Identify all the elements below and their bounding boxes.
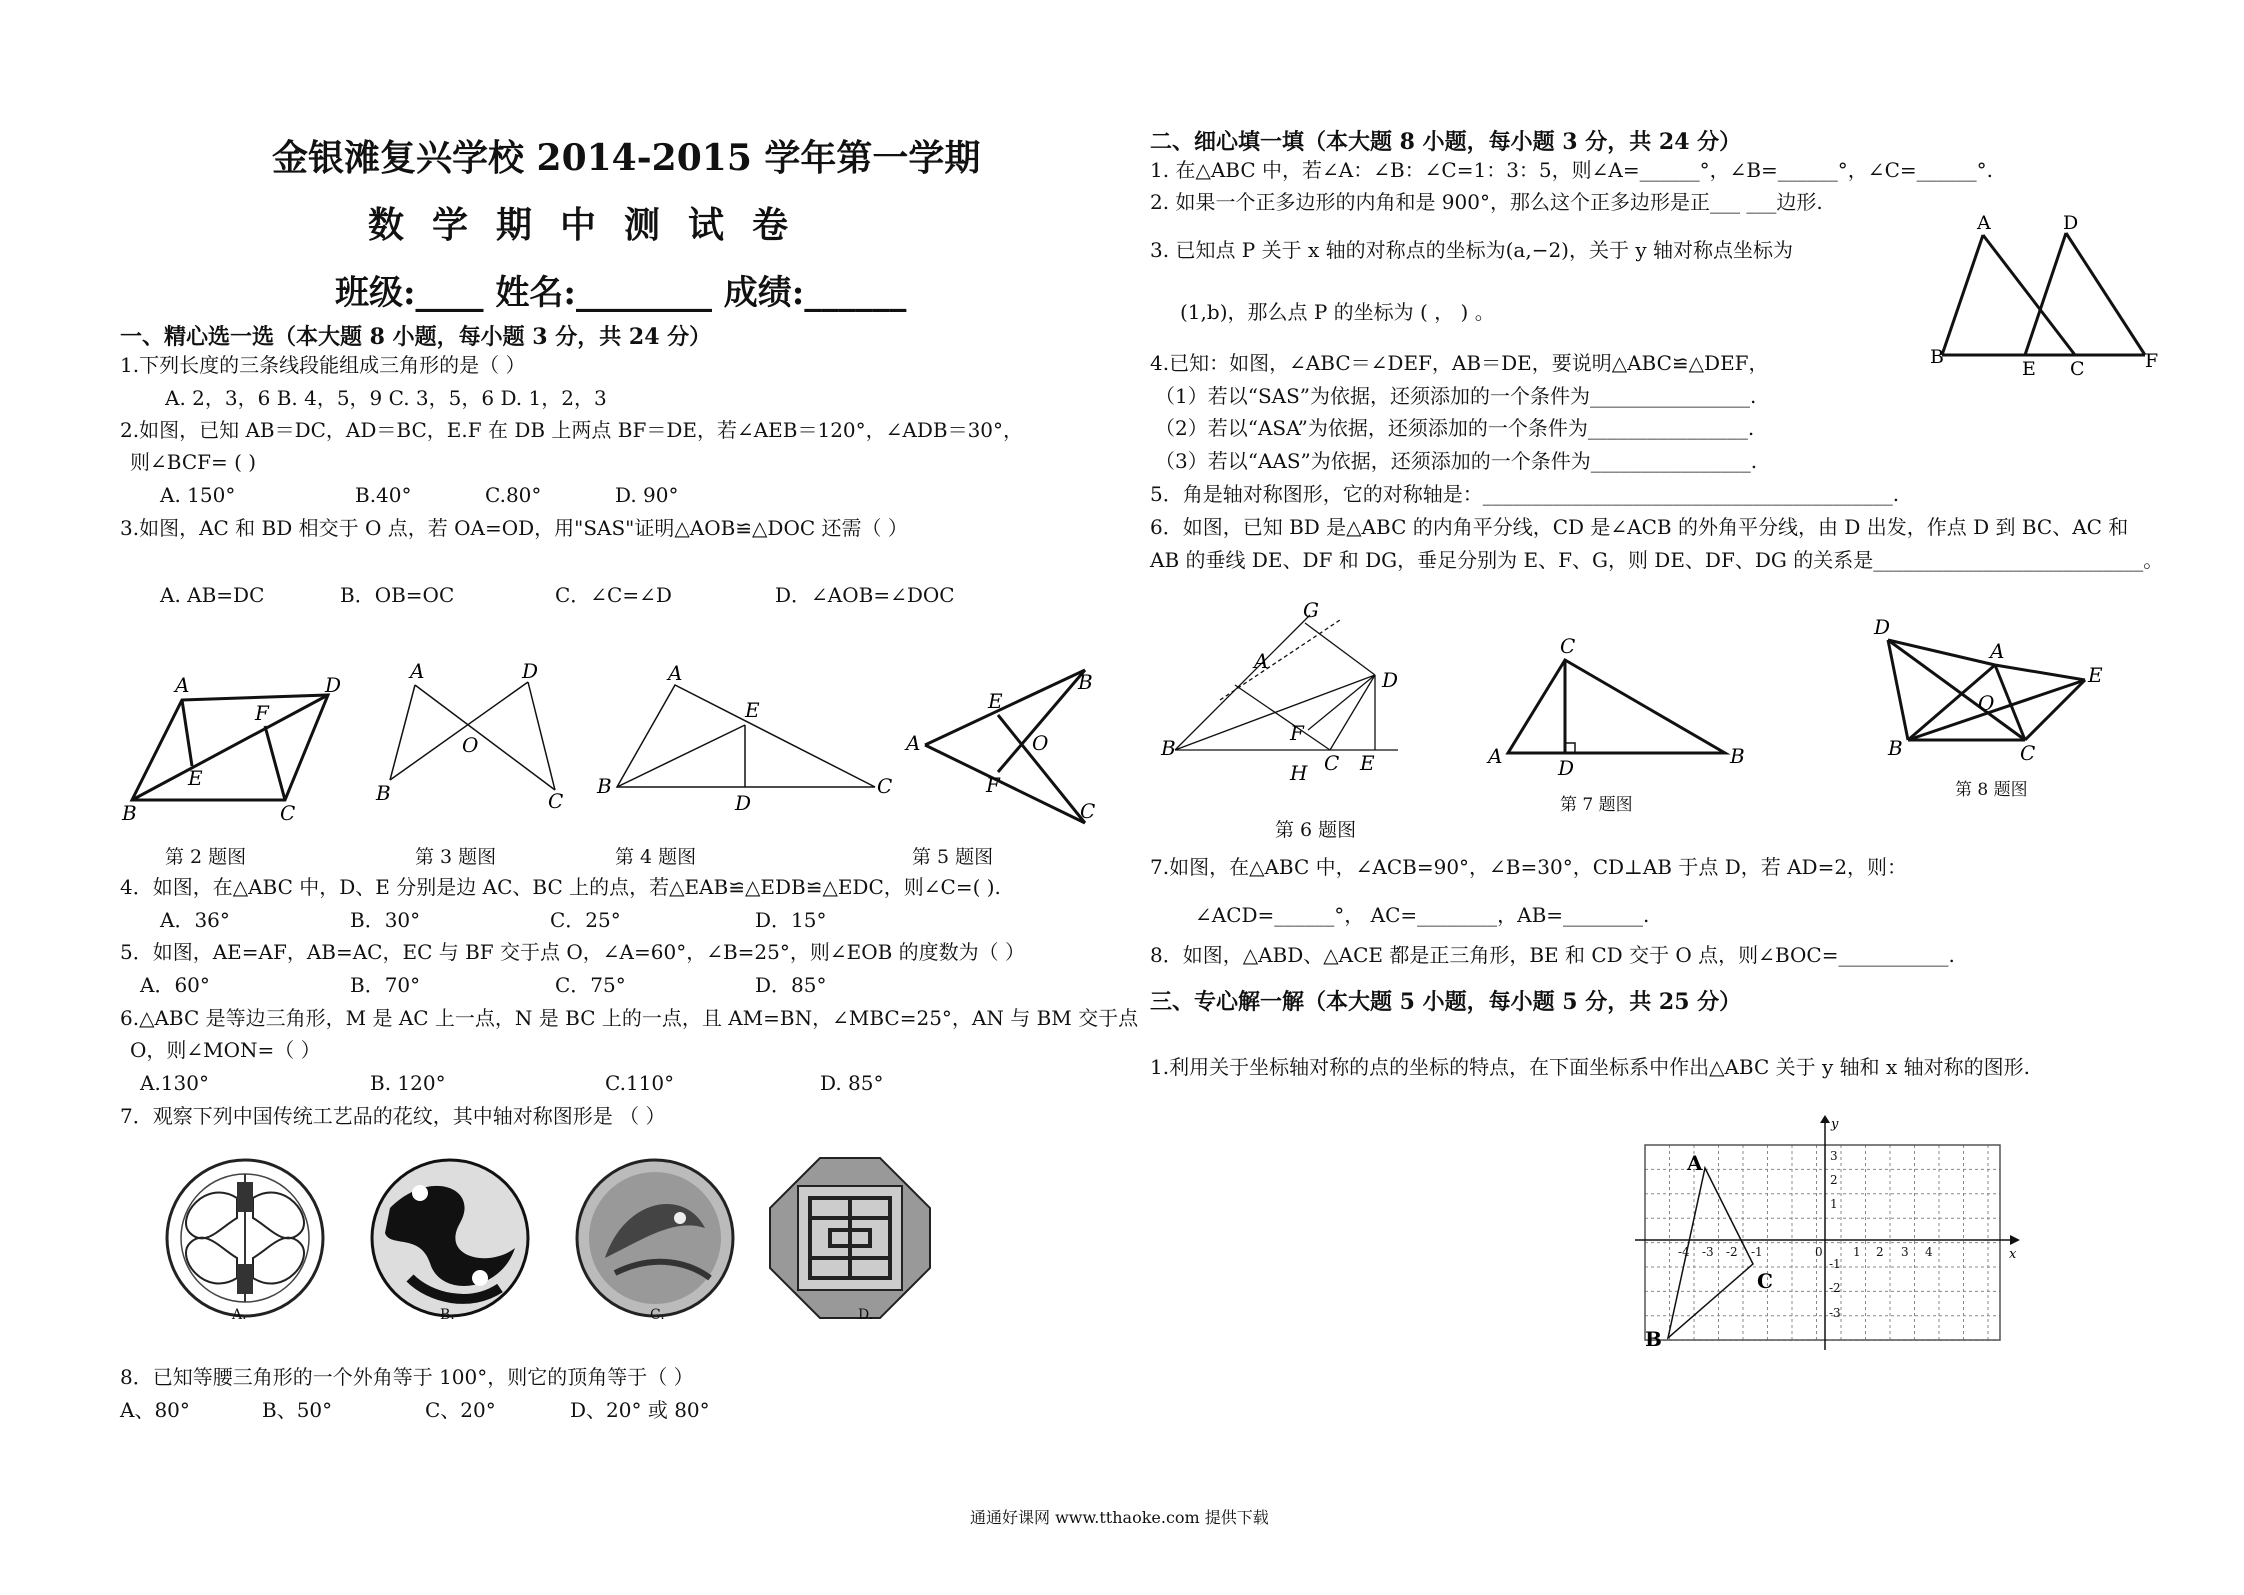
svg-text:B: B xyxy=(122,801,137,825)
caption-f8: 第 8 题图 xyxy=(1955,780,2028,800)
fill-6-line-1: 6．如图，已知 BD 是△ABC 的内角平分线，CD 是∠ACB 的外角平分线，由 D 出发，作点 D 到 BC、AC 和 xyxy=(1150,515,2129,539)
figure-f4-triangles xyxy=(1930,212,2160,380)
coordinate-grid-figure xyxy=(1635,1117,2035,1355)
q8-option-a: A、80° xyxy=(120,1398,190,1422)
svg-text:D: D xyxy=(1382,668,1399,692)
svg-text:A: A xyxy=(1990,639,2005,663)
svg-text:E: E xyxy=(188,766,203,790)
svg-text:0: 0 xyxy=(1815,1245,1823,1259)
svg-text:E: E xyxy=(2088,663,2103,687)
caption-q3: 第 3 题图 xyxy=(415,846,497,868)
question-5: 5．如图，AE=AF，AB=AC，EC 与 BF 交于点 O，∠A=60°，∠B=25°，则∠EOB 的度数为（ ） xyxy=(120,940,1026,964)
question-8: 8．已知等腰三角形的一个外角等于 100°，则它的顶角等于（ ） xyxy=(120,1365,694,1389)
svg-text:B: B xyxy=(1645,1327,1662,1351)
svg-text:B: B xyxy=(1078,670,1093,694)
question-2-line-1: 2.如图，已知 AB＝DC，AD＝BC，E.F 在 DB 上两点 BF＝DE，若∠AEB＝120°，∠ADB＝30°， xyxy=(120,418,1024,442)
svg-text:B: B xyxy=(597,774,612,798)
svg-text:E: E xyxy=(1360,751,1375,775)
svg-text:E: E xyxy=(745,698,760,722)
fill-7-line-1: 7.如图，在△ABC 中，∠ACB=90°，∠B=30°，CD⊥AB 于点 D，若 AD=2，则： xyxy=(1150,855,1908,879)
q2-option-a: A. 150° xyxy=(160,483,236,507)
fill-3-line-2: (1,b)，那么点 P 的坐标为 ( ， ) 。 xyxy=(1180,300,1495,324)
svg-text:D: D xyxy=(1874,615,1891,639)
fill-8: 8．如图，△ABD、△ACE 都是正三角形，BE 和 CD 交于 O 点，则∠BOC=___________. xyxy=(1150,943,1955,967)
q6-option-c: C.110° xyxy=(605,1071,675,1095)
svg-text:D: D xyxy=(522,659,539,683)
svg-text:B: B xyxy=(1930,346,1944,368)
svg-text:A: A xyxy=(906,731,921,755)
svg-text:A: A xyxy=(1687,1151,1703,1175)
svg-text:O: O xyxy=(1978,691,1995,715)
svg-text:O: O xyxy=(1032,731,1049,755)
figure-f7-right-triangle xyxy=(1480,634,1750,780)
svg-text:1: 1 xyxy=(1830,1197,1838,1211)
svg-text:E: E xyxy=(2022,358,2036,380)
q8-option-c: C、20° xyxy=(425,1398,496,1422)
q6-option-a: A.130° xyxy=(140,1071,209,1095)
caption-q2: 第 2 题图 xyxy=(165,846,247,868)
svg-text:B: B xyxy=(376,781,391,805)
q7-pattern-images xyxy=(155,1160,935,1335)
svg-text:C: C xyxy=(2070,358,2085,380)
svg-text:C: C xyxy=(1560,634,1576,658)
svg-text:D: D xyxy=(735,791,752,815)
fill-4-sas: （1）若以“SAS”为依据，还须添加的一个条件为________________. xyxy=(1155,384,1757,408)
q7-label-c: C. xyxy=(650,1307,665,1323)
figure-f8-equilateral xyxy=(1870,615,2103,770)
q3-option-c: C．∠C=∠D xyxy=(555,583,672,607)
svg-text:-2: -2 xyxy=(1726,1245,1738,1259)
fill-2: 2. 如果一个正多边形的内角和是 900°，那么这个正多边形是正___ ___边形. xyxy=(1150,190,1823,214)
svg-text:A: A xyxy=(175,673,190,697)
q8-option-b: B、50° xyxy=(262,1398,333,1422)
question-6-line-2: O，则∠MON=（ ） xyxy=(130,1038,321,1062)
question-6-line-1: 6.△ABC 是等边三角形，M 是 AC 上一点，N 是 BC 上的一点，且 AM=BN，∠MBC=25°，AN 与 BM 交于点 xyxy=(120,1006,1139,1030)
svg-text:A: A xyxy=(1977,212,1991,234)
svg-text:C: C xyxy=(280,801,296,825)
caption-q4: 第 4 题图 xyxy=(615,846,697,868)
fill-5: 5．角是轴对称图形，它的对称轴是：_________________________________________. xyxy=(1150,482,1900,506)
student-info-line: 班级:____ 姓名:________ 成绩:______ xyxy=(335,273,907,313)
svg-text:H: H xyxy=(1290,761,1308,785)
q4-option-b: B．30° xyxy=(350,908,421,932)
svg-text:B: B xyxy=(1730,744,1745,768)
q3-option-b: B．OB=OC xyxy=(340,583,455,607)
svg-text:1: 1 xyxy=(1853,1245,1861,1259)
pattern-d-shou xyxy=(770,1158,930,1318)
q7-label-d: D. xyxy=(858,1307,874,1323)
svg-text:A: A xyxy=(410,659,425,683)
svg-text:C: C xyxy=(1757,1269,1773,1293)
figure-q5-arrow xyxy=(900,660,1100,830)
exam-subtitle: 数学期中测试卷 xyxy=(368,204,817,246)
svg-text:-2: -2 xyxy=(1829,1281,1841,1295)
question-4: 4．如图，在△ABC 中，D、E 分别是边 AC、BC 上的点，若△EAB≌△EDB≌△EDC，则∠C=( ). xyxy=(120,875,1001,899)
q6-option-d: D. 85° xyxy=(820,1071,884,1095)
q2-option-b: B.40° xyxy=(355,483,412,507)
q5-option-a: A．60° xyxy=(140,973,210,997)
question-1: 1.下列长度的三条线段能组成三角形的是（ ） xyxy=(120,353,526,377)
section-3-heading: 三、专心解一解（本大题 5 小题，每小题 5 分，共 25 分） xyxy=(1150,989,1742,1015)
question-3: 3.如图，AC 和 BD 相交于 O 点，若 OA=OD，用"SAS"证明△AOB≌△DOC 还需（ ） xyxy=(120,516,908,540)
svg-text:B: B xyxy=(1888,736,1903,760)
q2-option-d: D. 90° xyxy=(615,483,679,507)
svg-text:C: C xyxy=(1324,751,1340,775)
svg-text:C: C xyxy=(1080,799,1096,823)
svg-text:D: D xyxy=(2063,212,2079,234)
q5-option-b: B．70° xyxy=(350,973,421,997)
q8-option-d: D、20° 或 80° xyxy=(570,1398,710,1422)
svg-text:B: B xyxy=(1161,736,1176,760)
svg-text:3: 3 xyxy=(1901,1245,1909,1259)
svg-text:2: 2 xyxy=(1876,1245,1884,1259)
q4-option-a: A．36° xyxy=(160,908,230,932)
svg-text:F: F xyxy=(255,701,269,725)
svg-text:4: 4 xyxy=(1925,1245,1933,1259)
svg-text:F: F xyxy=(2145,350,2159,372)
svg-text:D: D xyxy=(325,673,342,697)
fill-4: 4.已知：如图，∠ABC＝∠DEF，AB＝DE，要说明△ABC≌△DEF， xyxy=(1150,351,1769,375)
caption-q5: 第 5 题图 xyxy=(912,846,994,868)
question-7: 7．观察下列中国传统工艺品的花纹，其中轴对称图形是 （ ） xyxy=(120,1104,666,1128)
pattern-c-bird xyxy=(577,1160,733,1316)
exam-title: 金银滩复兴学校 2014-2015 学年第一学期 xyxy=(272,137,981,179)
svg-text:y: y xyxy=(1831,1117,1839,1132)
svg-text:E: E xyxy=(988,689,1003,713)
caption-f7: 第 7 题图 xyxy=(1560,795,1633,815)
svg-text:C: C xyxy=(877,774,893,798)
svg-text:A: A xyxy=(668,661,683,685)
pattern-a-bats xyxy=(167,1160,323,1316)
svg-text:C: C xyxy=(2020,741,2036,765)
footer-source: 通通好课网 www.tthaoke.com 提供下载 xyxy=(970,1508,1269,1527)
svg-text:F: F xyxy=(986,773,1000,797)
q3-option-d: D．∠AOB=∠DOC xyxy=(775,583,955,607)
section-1-heading: 一、精心选一选（本大题 8 小题，每小题 3 分，共 24 分） xyxy=(120,324,712,350)
q7-label-b: B. xyxy=(440,1307,455,1323)
svg-text:-3: -3 xyxy=(1829,1306,1841,1320)
svg-text:2: 2 xyxy=(1830,1173,1838,1187)
svg-text:3: 3 xyxy=(1830,1149,1838,1163)
fill-3-line-1: 3. 已知点 P 关于 x 轴的对称点的坐标为(a,−2)，关于 y 轴对称点坐标为 xyxy=(1150,238,1793,262)
pattern-b-dragons xyxy=(372,1160,528,1316)
svg-text:D: D xyxy=(1558,756,1575,780)
q2-option-c: C.80° xyxy=(485,483,542,507)
svg-text:-1: -1 xyxy=(1829,1257,1841,1271)
q5-option-c: C．75° xyxy=(555,973,626,997)
caption-f6: 第 6 题图 xyxy=(1275,819,1357,841)
fill-7-line-2: ∠ACD=______°， AC=________，AB=________. xyxy=(1195,903,1650,927)
svg-text:-4: -4 xyxy=(1678,1245,1690,1259)
q7-label-a: A. xyxy=(232,1307,247,1323)
q6-option-b: B. 120° xyxy=(370,1071,446,1095)
fill-1: 1. 在△ABC 中，若∠A：∠B：∠C=1：3：5，则∠A=______°，∠B=______°，∠C=______°. xyxy=(1150,158,1993,182)
svg-text:O: O xyxy=(462,733,479,757)
svg-text:G: G xyxy=(1303,598,1319,622)
q4-option-c: C．25° xyxy=(550,908,621,932)
svg-text:A: A xyxy=(1254,649,1269,673)
q5-option-d: D．85° xyxy=(755,973,827,997)
fill-6-line-2: AB 的垂线 DE、DF 和 DG，垂足分别为 E、F、G，则 DE、DF、DG 的关系是___________________________。 xyxy=(1150,548,2164,572)
svg-text:-1: -1 xyxy=(1751,1245,1763,1259)
svg-text:C: C xyxy=(548,789,564,813)
question-2-line-2: 则∠BCF= ( ) xyxy=(130,450,257,474)
svg-text:x: x xyxy=(2009,1247,2017,1262)
svg-text:F: F xyxy=(1290,721,1304,745)
solve-1: 1.利用关于坐标轴对称的点的坐标的特点，在下面坐标系中作出△ABC 关于 y 轴和 x 轴对称的图形. xyxy=(1150,1055,2030,1079)
figure-q4-triangle xyxy=(595,661,895,820)
figure-q3-bowtie xyxy=(370,660,570,820)
svg-text:-3: -3 xyxy=(1702,1245,1714,1259)
q4-option-d: D．15° xyxy=(755,908,827,932)
section-2-heading: 二、细心填一填（本大题 8 小题，每小题 3 分，共 24 分） xyxy=(1150,129,1742,155)
question-1-options: A. 2，3，6 B. 4，5，9 C. 3，5，6 D. 1，2，3 xyxy=(165,386,607,410)
figure-f6-bisectors xyxy=(1160,595,1410,785)
fill-4-asa: （2）若以“ASA”为依据，还须添加的一个条件为________________. xyxy=(1155,416,1755,440)
q3-option-a: A. AB=DC xyxy=(160,583,265,607)
svg-text:A: A xyxy=(1488,744,1503,768)
fill-4-aas: （3）若以“AAS”为依据，还须添加的一个条件为________________. xyxy=(1155,449,1758,473)
figure-q2-parallelogram xyxy=(120,670,350,825)
